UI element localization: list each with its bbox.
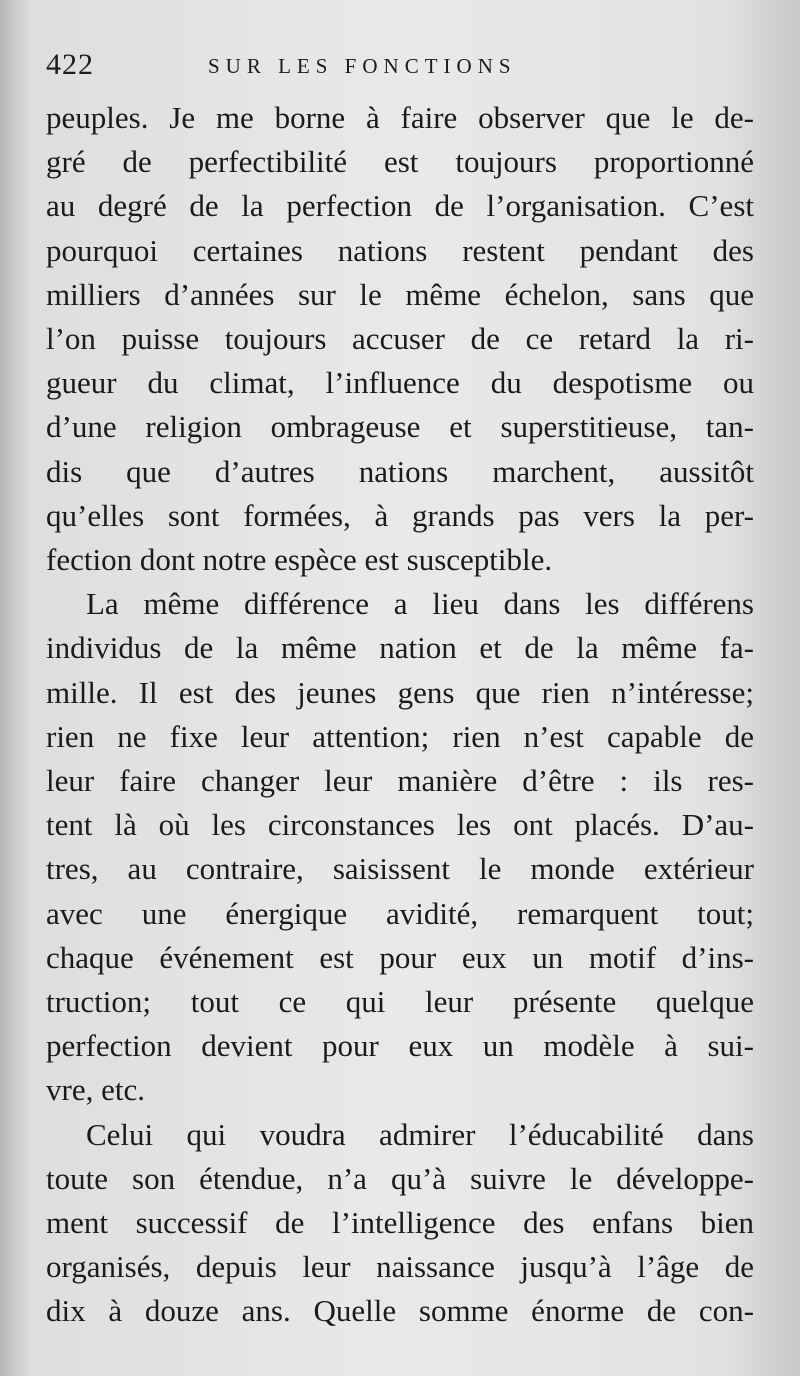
text-line: toute son étendue, n’a qu’à suivre le développe-: [46, 1160, 754, 1196]
text-line: l’on puisse toujours accuser de ce retard la ri-: [46, 321, 754, 357]
body-text: [46, 96, 754, 1334]
paragraph-1: [46, 96, 754, 582]
text-line: peuples. Je me borne à faire observer que le de-: [46, 100, 754, 135]
running-head: [46, 48, 754, 88]
text-line: truction; tout ce qui leur présente quelque: [46, 984, 754, 1020]
text-line: vre, etc.: [46, 1072, 145, 1108]
text-line: ment successif de l’intelligence des enfans bien: [46, 1205, 754, 1241]
text-line: d’une religion ombrageuse et superstitieuse, tan-: [46, 409, 754, 445]
text-line: chaque événement est pour eux un motif d’ins-: [46, 939, 754, 975]
text-line: leur faire changer leur manière d’être : ils res-: [46, 763, 754, 799]
text-line: gueur du climat, l’influence du despotisme ou: [46, 365, 754, 401]
text-line: organisés, depuis leur naissance jusqu’à l’âge de: [46, 1249, 754, 1285]
text-line: avec une énergique avidité, remarquent tout;: [46, 895, 754, 931]
text-line: rien ne fixe leur attention; rien n’est capable de: [46, 718, 754, 754]
text-line: mille. Il est des jeunes gens que rien n’intéresse;: [46, 674, 754, 710]
text-line: Celui qui voudra admirer l’éducabilité dans: [86, 1116, 754, 1152]
text-line: dis que d’autres nations marchent, aussitôt: [46, 453, 754, 489]
text-line: pourquoi certaines nations restent pendant des: [46, 232, 754, 268]
text-line: au degré de la perfection de l’organisation. C’est: [46, 188, 754, 224]
text-line: gré de perfectibilité est toujours proportionné: [46, 144, 754, 180]
paragraph-3: [46, 1113, 754, 1334]
running-title: SUR LES FONCTIONS: [208, 54, 517, 78]
text-line: milliers d’années sur le même échelon, sans que: [46, 276, 754, 312]
text-line: individus de la même nation et de la même fa-: [46, 630, 754, 666]
paragraph-2: [46, 582, 754, 1112]
text-line: qu’elles sont formées, à grands pas vers la per-: [46, 497, 754, 533]
page-number: 422: [46, 48, 94, 81]
text-line: fection dont notre espèce est susceptible.: [46, 542, 553, 578]
text-line: dix à douze ans. Quelle somme énorme de con-: [46, 1293, 754, 1329]
text-line: La même différence a lieu dans les différens: [86, 586, 754, 622]
text-line: perfection devient pour eux un modèle à sui-: [46, 1028, 754, 1064]
text-line: tent là où les circonstances les ont placés. D’au-: [46, 807, 754, 843]
text-line: tres, au contraire, saisissent le monde extérieur: [46, 851, 754, 887]
